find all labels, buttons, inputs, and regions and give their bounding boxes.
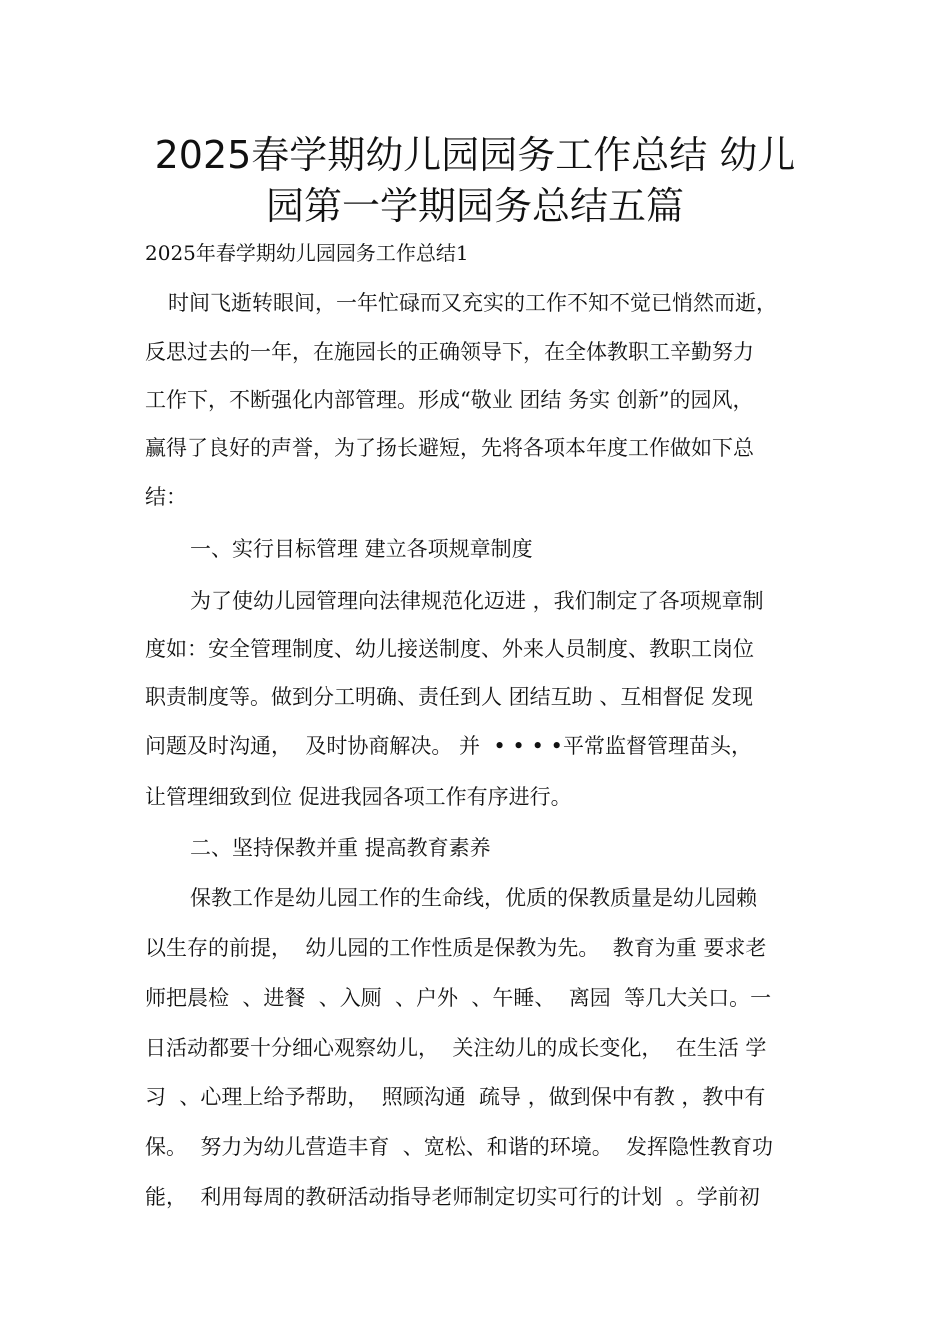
body-line-19: 能， 利用每周的教研活动指导老师制定切实可行的计划 。学前初	[145, 1185, 760, 1209]
body-line-9: 职责制度等。做到分工明确、责任到人 团结互助 、互相督促 发现	[145, 685, 754, 709]
body-line-17: 习 、心理上给予帮助， 照顾沟通 疏导 ，做到保中有教 ，教中有	[145, 1085, 766, 1109]
body-line-13: 保教工作是幼儿园工作的生命线，优质的保教质量是幼儿园赖	[190, 886, 757, 910]
body-line-1: 时间飞逝转眼间，一年忙碌而又充实的工作不知不觉已悄然而逝，	[168, 291, 777, 315]
body-line-2: 反思过去的一年，在施园长的正确领导下，在全体教职工辛勤努力	[145, 340, 754, 364]
body-line-11: 让管理细致到位 促进我园各项工作有序进行。	[145, 785, 572, 809]
body-line-8: 度如：安全管理制度、幼儿接送制度、外来人员制度、教职工岗位	[145, 637, 754, 661]
body-line-3: 工作下，不断强化内部管理。形成“敬业 团结 务实 创新”的园风，	[145, 388, 754, 412]
body-line-5: 结：	[145, 485, 187, 509]
body-line-4: 赢得了良好的声誉，为了扬长避短，先将各项本年度工作做如下总	[145, 436, 754, 460]
body-line-16: 日活动都要十分细心观察幼儿， 关注幼儿的成长变化， 在生活 学	[145, 1036, 767, 1060]
body-line-15: 师把晨检 、进餐 、入厕 、户外 、午睡、 离园 等几大关口。一	[145, 986, 772, 1010]
body-line-18: 保。 努力为幼儿营造丰育 、宽松、和谐的环境。 发挥隐性教育功	[145, 1135, 774, 1159]
section-heading-1: 一、实行目标管理 建立各项规章制度	[190, 537, 533, 561]
body-line-14: 以生存的前提， 幼儿园的工作性质是保教为先。 教育为重 要求老	[145, 936, 767, 960]
section-heading-2: 二、坚持保教并重 提高教育素养	[190, 836, 491, 860]
body-line-10: 问题及时沟通， 及时协商解决。 并 • • • •平常监督管理苗头，	[145, 734, 752, 758]
section-subtitle: 2025年春学期幼儿园园务工作总结1	[145, 241, 469, 265]
document-title	[120, 130, 830, 232]
title-line-1: 2025春学期幼儿园园务工作总结 幼儿	[154, 133, 796, 177]
body-line-7: 为了使幼儿园管理向法律规范化迈进 ，我们制定了各项规章制	[190, 589, 764, 613]
title-line-2: 园第一学期园务总结五篇	[265, 184, 684, 228]
